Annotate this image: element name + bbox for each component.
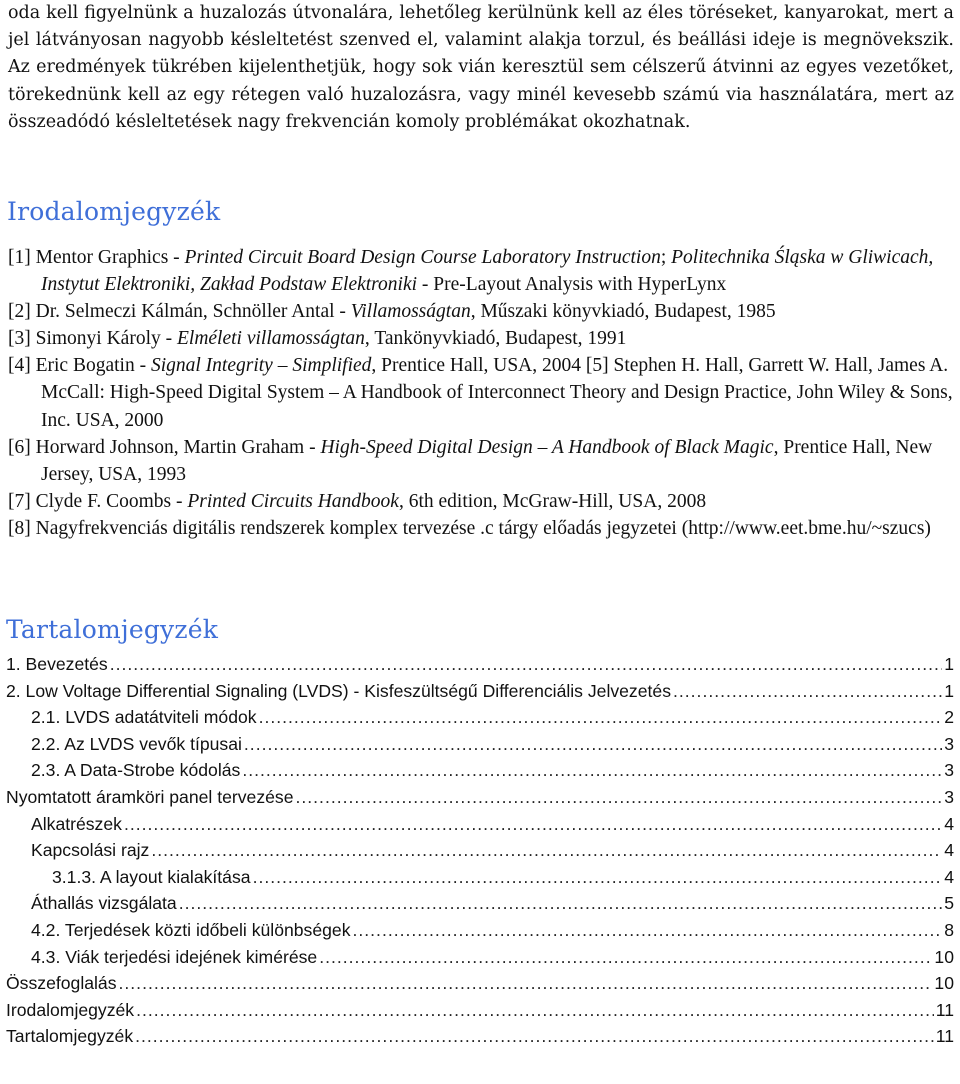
bib-text: [4] Eric Bogatin - xyxy=(8,355,151,377)
toc-row[interactable] xyxy=(6,731,954,758)
bib-entry-8 xyxy=(8,515,956,542)
toc-leader xyxy=(253,864,943,891)
toc-title: Összefoglalás xyxy=(6,973,117,994)
toc-leader xyxy=(151,837,942,864)
toc-leader xyxy=(179,890,942,917)
intro-text: oda kell figyelnünk a huzalozás útvonalára, lehetőleg kerülnünk kell az éles töréseket, kanyarokat, mert a jel látványosan nagyobb késleltetést szenved el, valamint alakja torzul, és beállási ideje is megnövekszik. Az eredmények tükrében kijelenthetjük, hogy sok vián keresztül sem célszerű átvinni az egyes vezetőket, törekednünk kell az egy rétegen való huzalozásra, vagy minél kevesebb számú via használatára, mert az összeadódó késleltetések nagy frekvencián komoly problémákat okozhatnak. xyxy=(8,3,954,132)
toc-row[interactable] xyxy=(6,864,954,891)
toc-heading: Tartalomjegyzék xyxy=(6,615,219,644)
intro-paragraph xyxy=(8,0,954,136)
toc-row[interactable] xyxy=(6,651,954,678)
bib-text: , Prentice Hall, New Jersey, USA, 1993 xyxy=(41,436,933,485)
bib-text: , 6th edition, McGraw-Hill, USA, 2008 xyxy=(398,490,707,512)
toc-page: 11 xyxy=(935,1026,954,1047)
bibliography-heading: Irodalomjegyzék xyxy=(7,197,221,226)
toc-title: Tartalomjegyzék xyxy=(6,1026,134,1047)
toc-title: 1. Bevezetés xyxy=(6,654,108,674)
toc-row[interactable] xyxy=(6,811,954,838)
toc-row[interactable] xyxy=(6,784,954,811)
table-of-contents xyxy=(6,651,954,1050)
bib-entry-1 xyxy=(8,244,956,298)
toc-leader xyxy=(244,731,942,758)
toc-row[interactable] xyxy=(6,757,954,784)
toc-page: 4 xyxy=(944,813,954,834)
bib-text: [1] Mentor Graphics - xyxy=(8,247,185,268)
bib-entry-2 xyxy=(8,298,956,325)
toc-page: 3 xyxy=(944,733,954,754)
bib-text: [2] Dr. Selmeczi Kálmán, Schnöller Antal - xyxy=(8,301,351,323)
bib-title: Signal Integrity – Simplified xyxy=(150,355,372,377)
toc-row[interactable] xyxy=(6,997,954,1024)
toc-leader xyxy=(353,917,943,944)
toc-title: 4.2. Terjedések közti időbeli különbségek xyxy=(31,919,351,940)
bib-text: - Pre-Layout Analysis with HyperLynx xyxy=(417,274,727,296)
toc-leader xyxy=(136,997,934,1024)
bib-title: Elméleti villamosságtan xyxy=(176,328,365,350)
toc-page: 3 xyxy=(944,786,954,807)
toc-title: 4.3. Viák terjedési idejének kimérése xyxy=(31,946,318,967)
toc-page: 4 xyxy=(944,866,954,887)
toc-page: 8 xyxy=(944,919,954,940)
toc-page: 10 xyxy=(934,973,954,994)
toc-title: Áthallás vizsgálata xyxy=(31,893,177,914)
toc-title: Irodalomjegyzék xyxy=(6,999,135,1020)
toc-row[interactable] xyxy=(6,917,954,944)
toc-row[interactable] xyxy=(6,837,954,864)
toc-title: 3.1.3. A layout kialakítása xyxy=(52,866,251,887)
toc-page: 4 xyxy=(944,840,954,861)
toc-title: 2.3. A Data-Strobe kódolás xyxy=(31,760,241,781)
bib-text: [8] Nagyfrekvenciás digitális rendszerek komplex tervezése .c tárgy előadás jegyzetei (http://www.eet.bme.hu/~szucs) xyxy=(8,517,931,539)
toc-row[interactable] xyxy=(6,1023,954,1050)
toc-leader xyxy=(242,757,942,784)
bibliography-list xyxy=(8,244,956,542)
bib-institution: Politechnika Śląska w Gliwicach, Instytut Elektroniki, Zakład Podstaw Elektroniki xyxy=(41,247,934,296)
toc-page: 1 xyxy=(944,654,954,674)
toc-row[interactable] xyxy=(6,944,954,971)
toc-leader xyxy=(110,651,942,678)
toc-page: 11 xyxy=(935,999,954,1020)
toc-leader xyxy=(135,1023,934,1050)
toc-page: 10 xyxy=(934,946,954,967)
bib-entry-7 xyxy=(8,488,956,515)
toc-page: 2 xyxy=(944,707,954,728)
toc-title: 2. Low Voltage Differential Signaling (LVDS) - Kisfeszültségű Differenciális Jelvezetés xyxy=(6,680,671,701)
toc-row[interactable] xyxy=(6,678,954,705)
toc-page: 5 xyxy=(944,893,954,914)
toc-title: Alkatrészek xyxy=(31,813,122,834)
toc-leader xyxy=(319,944,932,971)
toc-page: 1 xyxy=(944,680,954,701)
toc-leader xyxy=(119,970,933,997)
bib-title: Printed Circuit Board Design Course Laboratory Instruction xyxy=(184,247,661,268)
toc-leader xyxy=(673,678,942,705)
bib-title: Printed Circuits Handbook xyxy=(187,490,399,512)
toc-leader xyxy=(259,704,943,731)
bib-text: , Tankönyvkiadó, Budapest, 1991 xyxy=(364,328,627,350)
bib-title: High-Speed Digital Design – A Handbook of Black Magic xyxy=(320,436,774,458)
bib-text: [3] Simonyi Károly - xyxy=(8,328,177,350)
toc-title: 2.1. LVDS adatátviteli módok xyxy=(31,707,257,728)
bib-title: Villamosságtan xyxy=(350,301,471,323)
toc-row[interactable] xyxy=(6,970,954,997)
toc-leader xyxy=(296,784,943,811)
toc-row[interactable] xyxy=(6,890,954,917)
bib-text: , Prentice Hall, USA, 2004 [5] Stephen H. Hall, Garrett W. Hall, James A. McCall: High-Speed Digital System – A Handbook of Interconnect Theory and Design Practice, John Wiley & Sons, Inc. USA, 2000 xyxy=(41,355,953,431)
toc-row[interactable] xyxy=(6,704,954,731)
bib-text: , Műszaki könyvkiadó, Budapest, 1985 xyxy=(470,301,776,323)
bib-entry-3 xyxy=(8,325,956,352)
bib-text: [6] Horward Johnson, Martin Graham - xyxy=(8,436,321,458)
toc-title: 2.2. Az LVDS vevők típusai xyxy=(31,733,242,754)
bib-entry-4 xyxy=(8,352,956,433)
bib-entry-6 xyxy=(8,434,956,488)
bib-text: ; xyxy=(660,247,672,268)
toc-leader xyxy=(124,811,942,838)
toc-page: 3 xyxy=(944,760,954,781)
toc-title: Kapcsolási rajz xyxy=(31,840,150,861)
toc-title: Nyomtatott áramköri panel tervezése xyxy=(6,786,294,807)
bib-text: [7] Clyde F. Coombs - xyxy=(8,490,188,512)
